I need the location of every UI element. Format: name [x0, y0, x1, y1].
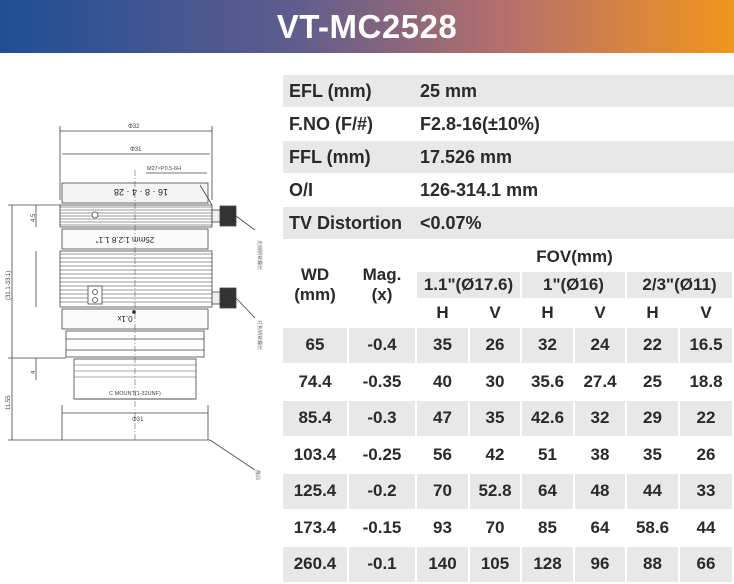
mag-header [349, 244, 417, 328]
dim-filter: M27×P0.5-6H [147, 166, 182, 172]
fov-cell: 42 [470, 438, 522, 475]
wd-cell: 260.4 [283, 547, 349, 584]
table-row [283, 474, 734, 511]
spec-label: O/I [283, 174, 414, 207]
fov-header-row [283, 244, 734, 272]
v-header: V [680, 300, 734, 328]
mag-cell: -0.35 [349, 365, 417, 402]
v-header: V [575, 300, 627, 328]
fov-cell: 35.6 [522, 365, 575, 402]
dim-d1: Φ32 [128, 124, 140, 130]
h-header: H [417, 300, 470, 328]
dist-text: 0.1x [117, 314, 133, 323]
sensor-header: 1.1"(Ø17.6) [417, 272, 522, 300]
table-row [283, 511, 734, 548]
spec-row [283, 141, 734, 174]
lens-text: 25mm 1:2.8 1.1" [95, 235, 155, 244]
spec-label: FFL (mm) [283, 141, 414, 174]
product-title: VT-MC2528 [276, 7, 458, 45]
fov-cell: 47 [417, 401, 470, 438]
table-row [283, 547, 734, 584]
fov-cell: 22 [627, 328, 680, 365]
dim-len-total: 11.55 [6, 395, 12, 410]
fov-cell: 32 [522, 328, 575, 365]
h-header: H [522, 300, 575, 328]
spec-value: 17.526 mm [414, 141, 734, 174]
dim-len-small: 4.5 [31, 213, 37, 222]
wd-cell: 173.4 [283, 511, 349, 548]
mag-header-label: Mag. [362, 265, 402, 284]
dim-mount: C MOUNT(1-32UNF) [109, 391, 161, 397]
dim-len-side: (31.1-33.1) [6, 270, 12, 300]
spec-row [283, 174, 734, 207]
fov-table [283, 244, 734, 584]
fov-cell: 30 [470, 365, 522, 402]
mag-header-unit: (x) [371, 285, 393, 304]
v-header: V [470, 300, 522, 328]
fov-cell: 51 [522, 438, 575, 475]
dim-d2: Φ31 [130, 147, 142, 153]
fov-cell: 140 [417, 547, 470, 584]
wd-cell: 74.4 [283, 365, 349, 402]
spec-row [283, 75, 734, 108]
table-row [283, 438, 734, 475]
fov-cell: 35 [627, 438, 680, 475]
spec-value: F2.8-16(±10%) [414, 108, 734, 141]
fov-cell: 64 [522, 474, 575, 511]
note-focus-screw: 对焦锁紧螺丝 [256, 320, 262, 351]
f-scale-text: 16 · 8 · 4 · 28 [113, 187, 168, 197]
fov-cell: 26 [470, 328, 522, 365]
fov-cell: 128 [522, 547, 575, 584]
mag-cell: -0.2 [349, 474, 417, 511]
spec-value: 25 mm [414, 75, 734, 108]
fov-cell: 16.5 [680, 328, 734, 365]
fov-cell: 35 [417, 328, 470, 365]
fov-cell: 25 [627, 365, 680, 402]
mag-cell: -0.25 [349, 438, 417, 475]
spec-label: TV Distortion [283, 207, 414, 240]
wd-cell: 85.4 [283, 401, 349, 438]
spec-label: EFL (mm) [283, 75, 414, 108]
fov-cell: 44 [680, 511, 734, 548]
mag-cell: -0.1 [349, 547, 417, 584]
fov-cell: 88 [627, 547, 680, 584]
wd-cell: 125.4 [283, 474, 349, 511]
fov-cell: 35 [470, 401, 522, 438]
fov-cell: 105 [470, 547, 522, 584]
fov-cell: 42.6 [522, 401, 575, 438]
fov-cell: 56 [417, 438, 470, 475]
wd-cell: 103.4 [283, 438, 349, 475]
spec-value: <0.07% [414, 207, 734, 240]
mag-cell: -0.3 [349, 401, 417, 438]
fov-cell: 93 [417, 511, 470, 548]
fov-cell: 18.8 [680, 365, 734, 402]
fov-cell: 64 [575, 511, 627, 548]
fov-cell: 70 [470, 511, 522, 548]
dim-d3: Φ31 [132, 417, 144, 423]
table-row [283, 365, 734, 402]
spec-row [283, 207, 734, 240]
fov-cell: 66 [680, 547, 734, 584]
title-banner [0, 0, 734, 53]
fov-cell: 29 [627, 401, 680, 438]
fov-cell: 85 [522, 511, 575, 548]
h-header: H [627, 300, 680, 328]
fov-cell: 24 [575, 328, 627, 365]
note-aperture-screw: 光圈锁紧螺丝 [256, 240, 262, 271]
wd-header [283, 244, 349, 328]
fov-cell: 27.4 [575, 365, 627, 402]
fov-cell: 48 [575, 474, 627, 511]
sensor-header: 2/3"(Ø11) [627, 272, 734, 300]
fov-cell: 26 [680, 438, 734, 475]
spec-table [283, 75, 734, 240]
fov-cell: 33 [680, 474, 734, 511]
fov-cell: 32 [575, 401, 627, 438]
fov-cell: 52.8 [470, 474, 522, 511]
fov-cell: 22 [680, 401, 734, 438]
fov-cell: 38 [575, 438, 627, 475]
note-image-plane: 像面 [254, 470, 260, 481]
table-row [283, 401, 734, 438]
mag-cell: -0.4 [349, 328, 417, 365]
wd-header-unit: (mm) [294, 285, 336, 304]
dim-len-small2: 4 [31, 370, 37, 374]
spec-row [283, 108, 734, 141]
spec-value: 126-314.1 mm [414, 174, 734, 207]
sensor-header: 1"(Ø16) [522, 272, 627, 300]
lens-technical-drawing [0, 110, 280, 490]
fov-cell: 40 [417, 365, 470, 402]
table-row [283, 328, 734, 365]
wd-cell: 65 [283, 328, 349, 365]
fov-cell: 70 [417, 474, 470, 511]
wd-header-label: WD [300, 265, 330, 284]
fov-cell: 96 [575, 547, 627, 584]
mag-cell: -0.15 [349, 511, 417, 548]
fov-cell: 44 [627, 474, 680, 511]
fov-cell: 58.6 [627, 511, 680, 548]
spec-label: F.NO (F/#) [283, 108, 414, 141]
fov-header: FOV(mm) [417, 244, 734, 272]
